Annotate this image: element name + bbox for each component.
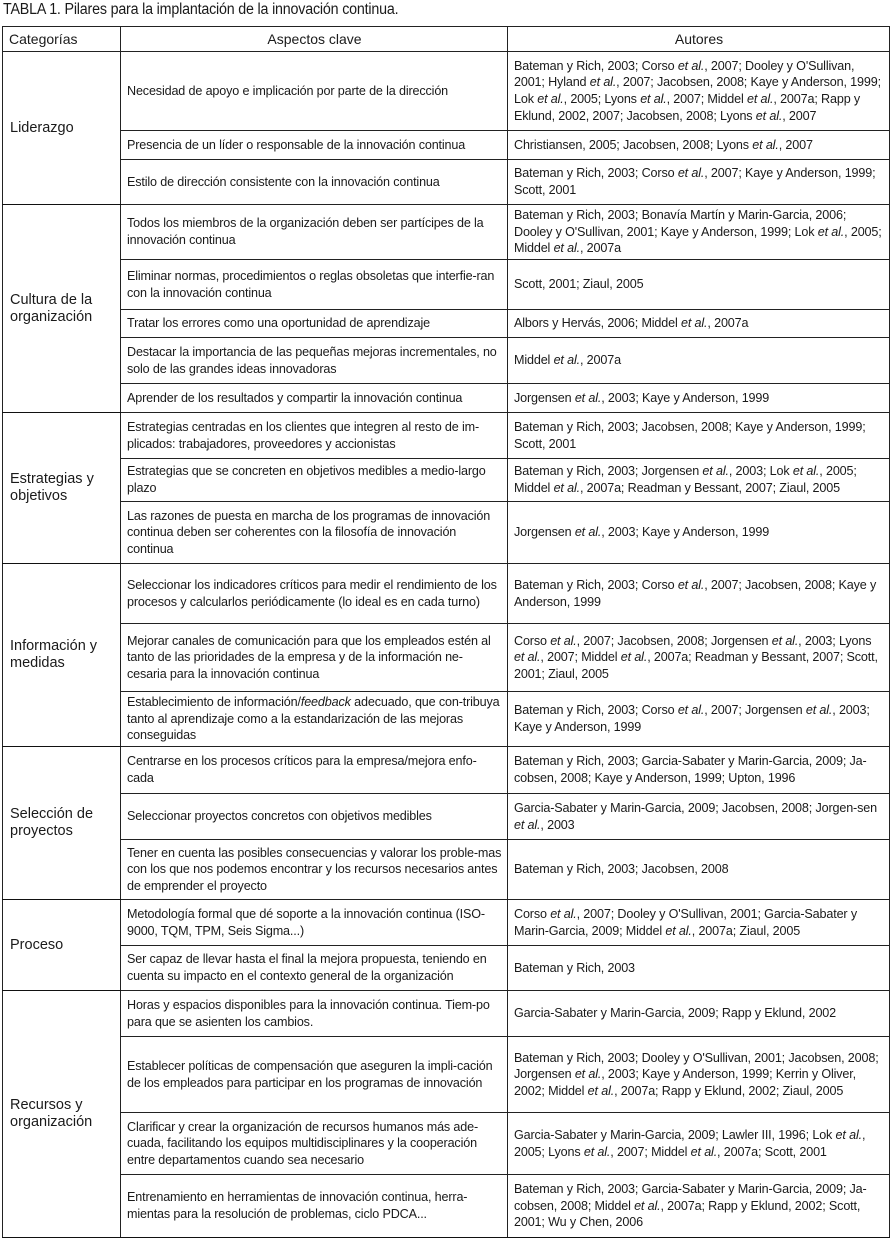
category-cell: Liderazgo (3, 52, 121, 205)
aspect-text: Establecer políticas de compensación que aseguren la impli-cación de los empleados para participar en los programas de innovación (127, 1058, 493, 1090)
aspect-cell (121, 692, 508, 747)
authors-cell (508, 840, 890, 900)
category-cell: Proceso (3, 900, 121, 991)
authors-text: Bateman y Rich, 2003; Dooley y O'Sullivan, 2001; Jacobsen, 2008; Jorgensen et al., 2003; Kaye y Anderson, 1999; Kerrin y Oliver, 2002; Middel et al., 2007a; Rapp y Eklund, 2002; Ziaul, 2005 (514, 1050, 879, 1098)
aspect-cell (121, 502, 508, 564)
aspect-text: Horas y espacios disponibles para la innovación continua. Tiem-po para que se asienten los cambios. (127, 997, 490, 1029)
authors-cell (508, 900, 890, 946)
authors-text: Bateman y Rich, 2003; Corso et al., 2007; Kaye y Anderson, 1999; Scott, 2001 (514, 166, 876, 197)
table-row (3, 747, 890, 794)
authors-cell (508, 338, 890, 384)
aspect-text: Tratar los errores como una oportunidad de aprendizaje (127, 316, 430, 331)
aspect-text: Centrarse en los procesos críticos para la empresa/mejora enfo-cada (127, 754, 477, 785)
aspect-cell (121, 991, 508, 1037)
aspect-text: Eliminar normas, procedimientos o reglas obsoletas que interfie-ran con la innovación continua (127, 268, 495, 300)
aspect-text: Estrategias centradas en los clientes que integren al resto de im-plicados: trabajadores, proveedores y accionistas (127, 419, 480, 451)
aspect-text: Ser capaz de llevar hasta el final la mejora propuesta, teniendo en cuenta su impacto en el contexto general de la organización (127, 952, 487, 983)
aspect-cell (121, 840, 508, 900)
table-header-row (3, 27, 890, 52)
authors-cell (508, 205, 890, 260)
authors-cell (508, 459, 890, 502)
aspect-cell (121, 260, 508, 310)
table-row (3, 310, 890, 338)
authors-text: Bateman y Rich, 2003; Bonavía Martín y Marin-Garcia, 2006; Dooley y O'Sullivan, 2001; Kaye y Anderson, 1999; Lok et al., 2005; Middel et al., 2007a (514, 208, 882, 256)
table-title: TABLA 1. Pilares para la implantación de la innovación continua. (3, 1, 399, 18)
authors-cell (508, 52, 890, 131)
aspect-text: Destacar la importancia de las pequeñas mejoras incrementales, no solo de las grandes ideas innovadoras (127, 344, 497, 376)
category-cell: Recursos y organización (3, 991, 121, 1238)
aspect-cell (121, 413, 508, 459)
aspect-cell (121, 52, 508, 131)
authors-text: Bateman y Rich, 2003; Corso et al., 2007; Jorgensen et al., 2003; Kaye y Anderson, 1999 (514, 703, 870, 734)
category-cell: Selección de proyectos (3, 747, 121, 900)
aspect-cell (121, 564, 508, 624)
aspect-cell (121, 384, 508, 413)
table-row (3, 991, 890, 1037)
authors-text: Garcia-Sabater y Marin-Garcia, 2009; Jacobsen, 2008; Jorgen-sen et al., 2003 (514, 800, 877, 832)
authors-text: Middel et al., 2007a (514, 353, 621, 368)
aspect-cell (121, 900, 508, 946)
table-row (3, 52, 890, 131)
aspect-cell (121, 160, 508, 205)
aspect-cell (121, 946, 508, 991)
authors-text: Corso et al., 2007; Dooley y O'Sullivan, 2001; Garcia-Sabater y Marin-Garcia, 2009; Middel et al., 2007a; Ziaul, 2005 (514, 906, 857, 938)
authors-text: Albors y Hervás, 2006; Middel et al., 2007a (514, 316, 749, 331)
aspect-cell (121, 794, 508, 840)
authors-text: Bateman y Rich, 2003; Jorgensen et al., 2003; Lok et al., 2005; Middel et al., 2007a; Readman y Bessant, 2007; Ziaul, 2005 (514, 464, 857, 495)
authors-cell (508, 310, 890, 338)
table-row (3, 840, 890, 900)
authors-text: Jorgensen et al., 2003; Kaye y Anderson, 1999 (514, 390, 770, 405)
authors-cell (508, 1113, 890, 1175)
aspect-text: Aprender de los resultados y compartir la innovación continua (127, 390, 463, 405)
authors-cell (508, 1037, 890, 1113)
authors-cell (508, 946, 890, 991)
aspect-cell (121, 1175, 508, 1238)
authors-cell (508, 564, 890, 624)
authors-cell (508, 991, 890, 1037)
authors-text: Bateman y Rich, 2003 (514, 960, 635, 975)
aspect-text: Estrategias que se concreten en objetivos medibles a medio-largo plazo (127, 464, 486, 495)
authors-cell (508, 747, 890, 794)
table-row (3, 338, 890, 384)
aspect-cell (121, 459, 508, 502)
category-cell: Cultura de la organización (3, 205, 121, 413)
authors-text: Christiansen, 2005; Jacobsen, 2008; Lyons et al., 2007 (514, 137, 813, 152)
aspect-cell (121, 1037, 508, 1113)
authors-cell (508, 384, 890, 413)
table-row (3, 624, 890, 692)
aspect-cell (121, 205, 508, 260)
authors-text: Scott, 2001; Ziaul, 2005 (514, 277, 644, 292)
aspect-text: Las razones de puesta en marcha de los programas de innovación continua deben ser coherentes con la filosofía de innovación continua (127, 508, 491, 556)
header-categorias: Categorías (3, 27, 121, 52)
aspect-cell (121, 624, 508, 692)
authors-text: Bateman y Rich, 2003; Garcia-Sabater y Marin-Garcia, 2009; Ja-cobsen, 2008; Kaye y Anderson, 1999; Upton, 1996 (514, 754, 867, 785)
authors-cell (508, 260, 890, 310)
table-row (3, 946, 890, 991)
aspect-text: Tener en cuenta las posibles consecuencias y valorar los proble-mas con los que nos podemos encontrar y los recursos necesarios antes de emprender el proyecto (127, 845, 502, 893)
authors-text: Jorgensen et al., 2003; Kaye y Anderson, 1999 (514, 525, 770, 540)
authors-cell (508, 692, 890, 747)
table-row (3, 794, 890, 840)
table-row (3, 564, 890, 624)
aspect-text: Entrenamiento en herramientas de innovación continua, herra-mientas para la resolución de problemas, ciclo PDCA... (127, 1190, 468, 1221)
category-cell: Estrategias y objetivos (3, 413, 121, 564)
authors-cell (508, 160, 890, 205)
table-row (3, 1175, 890, 1238)
table-row (3, 1037, 890, 1113)
authors-text: Bateman y Rich, 2003; Garcia-Sabater y Marin-Garcia, 2009; Ja-cobsen, 2008; Middel et al., 2007a; Rapp y Eklund, 2002; Scott, 2001; Wu y Chen, 2006 (514, 1182, 867, 1230)
aspect-text: Estilo de dirección consistente con la innovación continua (127, 174, 440, 189)
aspect-text: Seleccionar los indicadores críticos para medir el rendimiento de los procesos y calcularlos periódicamente (lo ideal es en cada turno) (127, 577, 497, 609)
aspect-text: Establecimiento de información/feedback adecuado, que con-tribuya tanto al aprendizaje como a la estandarización de las mejoras conseguidas (127, 695, 500, 743)
table-row (3, 131, 890, 160)
authors-cell (508, 502, 890, 564)
table-row (3, 160, 890, 205)
aspect-cell (121, 131, 508, 160)
aspect-cell (121, 338, 508, 384)
table-row (3, 459, 890, 502)
table-row (3, 384, 890, 413)
aspect-cell (121, 310, 508, 338)
authors-cell (508, 794, 890, 840)
table-row (3, 502, 890, 564)
header-aspectos: Aspectos clave (121, 27, 508, 52)
header-autores: Autores (508, 27, 890, 52)
authors-text: Garcia-Sabater y Marin-Garcia, 2009; Lawler III, 1996; Lok et al., 2005; Lyons et al., 2007; Middel et al., 2007a; Scott, 2001 (514, 1127, 866, 1159)
authors-cell (508, 131, 890, 160)
aspect-text: Necesidad de apoyo e implicación por parte de la dirección (127, 83, 449, 98)
authors-text: Bateman y Rich, 2003; Jacobsen, 2008; Kaye y Anderson, 1999; Scott, 2001 (514, 419, 866, 451)
aspect-text: Clarificar y crear la organización de recursos humanos más ade-cuada, facilitando los equipos multidisciplinares y la cooperación entre departamentos cuando sea necesario (127, 1119, 479, 1167)
table-row (3, 900, 890, 946)
authors-text: Bateman y Rich, 2003; Corso et al., 2007; Jacobsen, 2008; Kaye y Anderson, 1999 (514, 577, 877, 609)
aspect-text: Metodología formal que dé soporte a la innovación continua (ISO-9000, TQM, TPM, Seis Sigma...) (127, 906, 485, 938)
table-row (3, 692, 890, 747)
authors-cell (508, 624, 890, 692)
authors-cell (508, 413, 890, 459)
table-row (3, 413, 890, 459)
authors-text: Bateman y Rich, 2003; Corso et al., 2007; Dooley y O'Sullivan, 2001; Hyland et al., 2007; Jacobsen, 2008; Kaye y Anderson, 1999; Lok et al., 2005; Lyons et al., 2007; Middel et al., 2007a; Rapp y Eklund, 2002, 2007; Jacobsen, 2008; Lyons et al., 2007 (514, 58, 881, 123)
aspect-text: Todos los miembros de la organización deben ser partícipes de la innovación continua (127, 216, 484, 247)
aspect-cell (121, 1113, 508, 1175)
aspect-text: Seleccionar proyectos concretos con objetivos medibles (127, 809, 432, 824)
aspect-text: Mejorar canales de comunicación para que los empleados estén al tanto de las prioridades de la empresa y de la información ne-cesaria para la innovación continua (127, 633, 491, 681)
pillars-table (2, 26, 890, 1238)
authors-text: Garcia-Sabater y Marin-Garcia, 2009; Rapp y Eklund, 2002 (514, 1006, 837, 1021)
category-cell: Información y medidas (3, 564, 121, 747)
table-row (3, 1113, 890, 1175)
table-body (3, 52, 890, 1238)
authors-cell (508, 1175, 890, 1238)
authors-text: Corso et al., 2007; Jacobsen, 2008; Jorgensen et al., 2003; Lyons et al., 2007; Middel et al., 2007a; Readman y Bessant, 2007; Scott, 2001; Ziaul, 2005 (514, 633, 878, 681)
authors-text: Bateman y Rich, 2003; Jacobsen, 2008 (514, 862, 729, 877)
table-row (3, 260, 890, 310)
table-row (3, 205, 890, 260)
aspect-text: Presencia de un líder o responsable de la innovación continua (127, 137, 466, 152)
aspect-cell (121, 747, 508, 794)
